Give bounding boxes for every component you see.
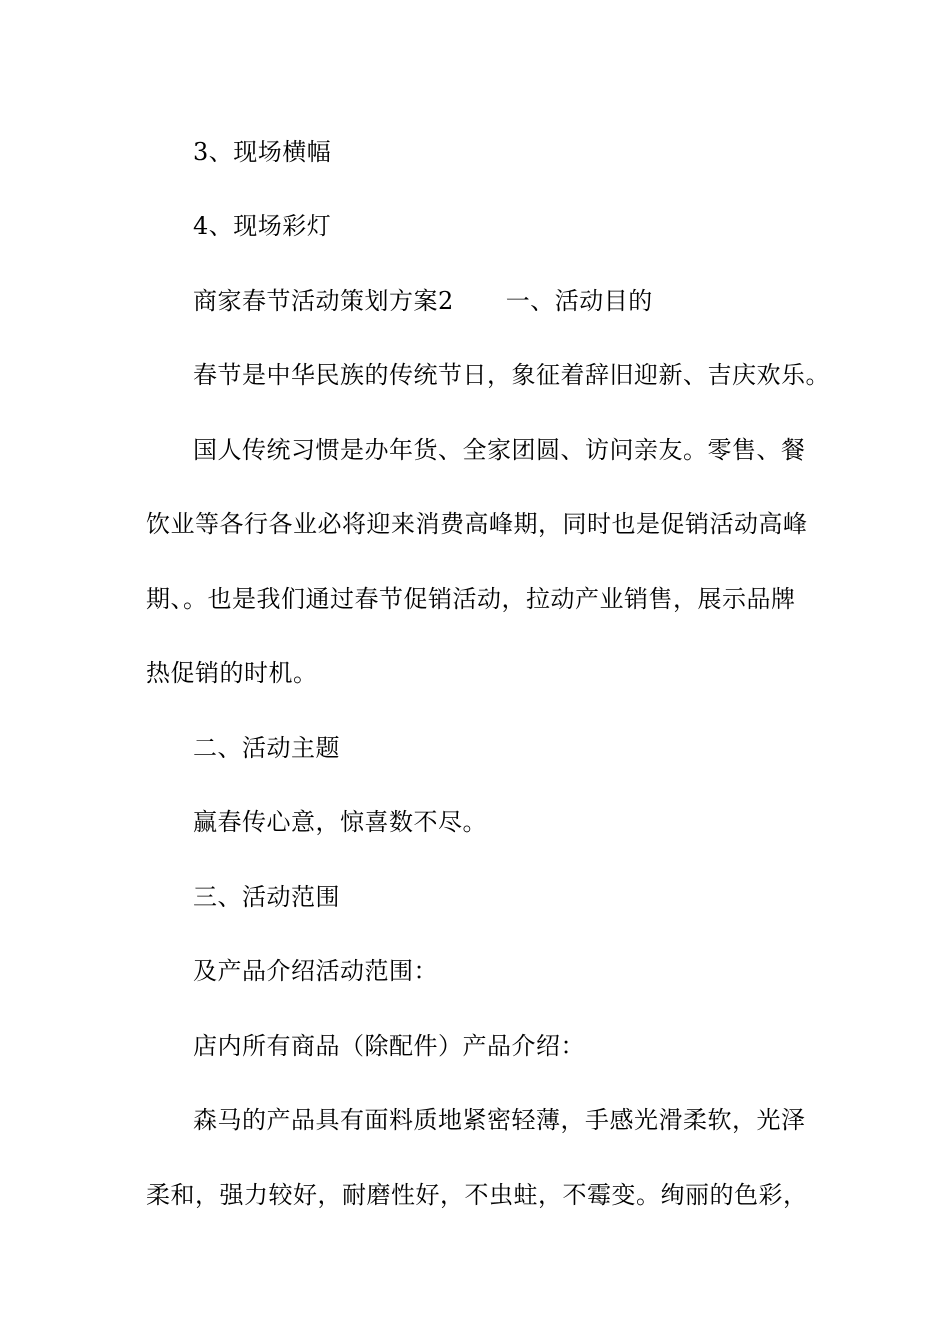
paragraph-line: 森马的产品具有面料质地紧密轻薄，手感光滑柔软，光泽	[193, 1106, 806, 1134]
paragraph-line: 柔和，强力较好，耐磨性好，不虫蛀，不霉变。绚丽的色彩，	[146, 1181, 808, 1209]
paragraph-line: 热促销的时机。	[146, 659, 318, 687]
paragraph-line: 及产品介绍活动范围：	[193, 957, 438, 985]
list-item-banner: 3、现场横幅	[193, 138, 332, 166]
paragraph-line: 饮业等各行各业必将迎来消费高峰期，同时也是促销活动高峰	[146, 510, 808, 538]
section-heading-line	[193, 285, 833, 317]
section-heading-scope: 三、活动范围	[193, 883, 340, 911]
paragraph-line: 赢春传心意，惊喜数不尽。	[193, 808, 487, 836]
paragraph-line: 期、。也是我们通过春节促销活动，拉动产业销售，展示品牌	[146, 585, 796, 613]
section-heading-purpose: 一、活动目的	[505, 287, 653, 315]
paragraph-line: 春节是中华民族的传统节日，象征着辞旧迎新、吉庆欢乐。	[193, 361, 830, 389]
paragraph-line: 店内所有商品（除配件）产品介绍：	[193, 1032, 585, 1060]
list-item-lanterns: 4、现场彩灯	[193, 212, 332, 240]
paragraph-line: 国人传统习惯是办年货、全家团圆、访问亲友。零售、餐	[193, 436, 806, 464]
document-title: 商家春节活动策划方案2	[193, 287, 454, 315]
section-heading-theme: 二、活动主题	[193, 734, 340, 762]
